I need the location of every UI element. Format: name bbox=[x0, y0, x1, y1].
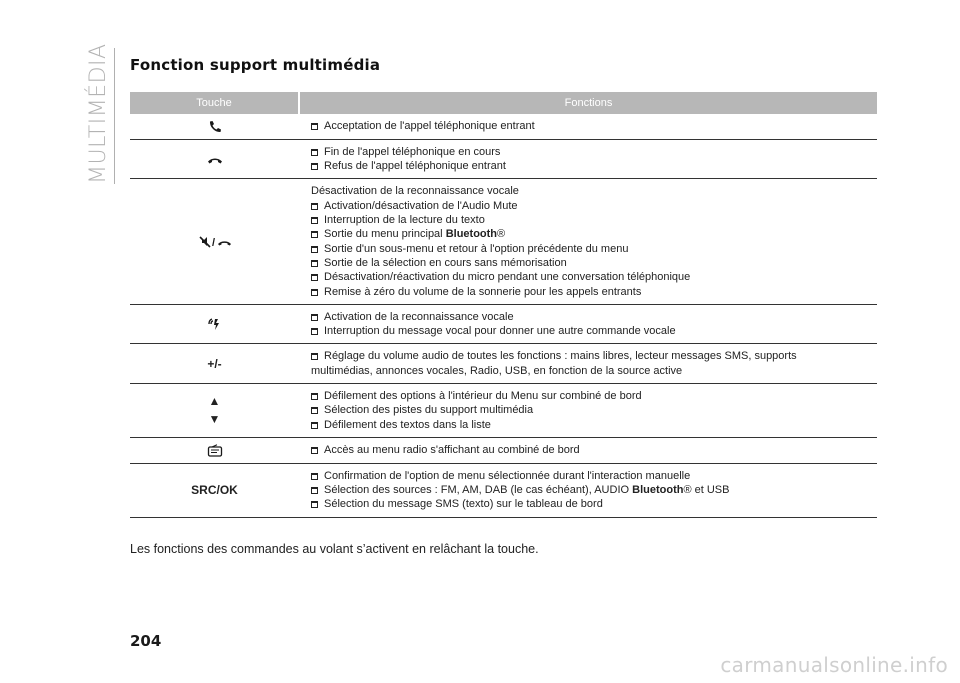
row-key bbox=[130, 114, 299, 139]
function-item: Remise à zéro du volume de la sonnerie pour les appels entrants bbox=[311, 285, 847, 299]
table-row bbox=[130, 139, 877, 179]
function-item: Sortie de la sélection en cours sans mémorisation bbox=[311, 256, 847, 270]
table-row bbox=[130, 344, 877, 384]
table-row bbox=[130, 437, 877, 463]
function-item: Sélection du message SMS (texto) sur le tableau de bord bbox=[311, 497, 847, 511]
function-item: Fin de l'appel téléphonique en cours bbox=[311, 145, 847, 159]
function-item: Activation/désactivation de l'Audio Mute bbox=[311, 199, 847, 213]
table-row bbox=[130, 463, 877, 517]
function-item: Sélection des pistes du support multimédia bbox=[311, 403, 847, 417]
function-item: Interruption du message vocal pour donner une autre commande vocale bbox=[311, 324, 847, 338]
key-label: +/- bbox=[207, 356, 222, 371]
row-functions bbox=[299, 114, 877, 139]
row-key bbox=[130, 179, 299, 304]
section-side-tab-label: MULTIMÉDIA bbox=[86, 43, 111, 184]
mute-hangup-icon bbox=[198, 234, 232, 248]
header-key: Touche bbox=[130, 92, 299, 114]
page-number: 204 bbox=[130, 632, 162, 650]
row-key bbox=[130, 304, 299, 344]
table-row bbox=[130, 114, 877, 139]
row-key bbox=[130, 463, 299, 517]
function-item: Acceptation de l'appel téléphonique entrant bbox=[311, 119, 847, 133]
table-row bbox=[130, 304, 877, 344]
down-arrow-icon: ▼ bbox=[208, 412, 221, 427]
radio-menu-icon bbox=[207, 443, 223, 457]
svg-text:/: / bbox=[211, 237, 215, 250]
up-arrow-icon: ▲ bbox=[208, 394, 221, 409]
function-item: Défilement des options à l'intérieur du Menu sur combiné de bord bbox=[311, 389, 847, 403]
page-title: Fonction support multimédia bbox=[130, 56, 381, 74]
row-functions bbox=[299, 179, 877, 304]
function-item: Défilement des textos dans la liste bbox=[311, 418, 847, 432]
row-functions bbox=[299, 139, 877, 179]
table-row bbox=[130, 383, 877, 437]
section-side-tab bbox=[84, 43, 115, 184]
row-key bbox=[130, 437, 299, 463]
up-down-arrows-icon bbox=[130, 392, 299, 428]
row-functions bbox=[299, 304, 877, 344]
table-header-row bbox=[130, 92, 877, 114]
function-item: Réglage du volume audio de toutes les fonctions : mains libres, lecteur messages SMS, supports multimédias, annonces vocales, Radio, USB, en fonction de la source active bbox=[311, 349, 847, 378]
row-key bbox=[130, 344, 299, 384]
function-item: Refus de l'appel téléphonique entrant bbox=[311, 159, 847, 173]
header-functions: Fonctions bbox=[299, 92, 877, 114]
functions-table bbox=[130, 92, 877, 518]
row-functions bbox=[299, 383, 877, 437]
row-functions bbox=[299, 437, 877, 463]
function-item: Interruption de la lecture du texto bbox=[311, 213, 847, 227]
function-item: Sortie d'un sous-menu et retour à l'option précédente du menu bbox=[311, 242, 847, 256]
key-label: SRC/OK bbox=[191, 483, 238, 497]
table-body bbox=[130, 114, 877, 517]
function-item: Sélection des sources : FM, AM, DAB (le cas échéant), AUDIO Bluetooth® et USB bbox=[311, 483, 847, 497]
footnote: Les fonctions des commandes au volant s’activent en relâchant la touche. bbox=[130, 542, 539, 556]
row-functions bbox=[299, 344, 877, 384]
row-functions bbox=[299, 463, 877, 517]
function-item: Désactivation/réactivation du micro pendant une conversation téléphonique bbox=[311, 270, 847, 284]
voice-command-icon bbox=[207, 316, 223, 330]
row-key bbox=[130, 383, 299, 437]
phone-accept-icon bbox=[208, 119, 222, 133]
function-intro: Désactivation de la reconnaissance vocale bbox=[311, 185, 519, 198]
function-item: Sortie du menu principal Bluetooth® bbox=[311, 227, 847, 241]
function-item: Accès au menu radio s'affichant au combiné de bord bbox=[311, 443, 847, 457]
phone-hangup-icon bbox=[207, 152, 223, 166]
function-item: Activation de la reconnaissance vocale bbox=[311, 310, 847, 324]
watermark: carmanualsonline.info bbox=[720, 653, 948, 677]
function-item: Confirmation de l'option de menu sélectionnée durant l'interaction manuelle bbox=[311, 469, 847, 483]
row-key bbox=[130, 139, 299, 179]
table-row bbox=[130, 179, 877, 304]
